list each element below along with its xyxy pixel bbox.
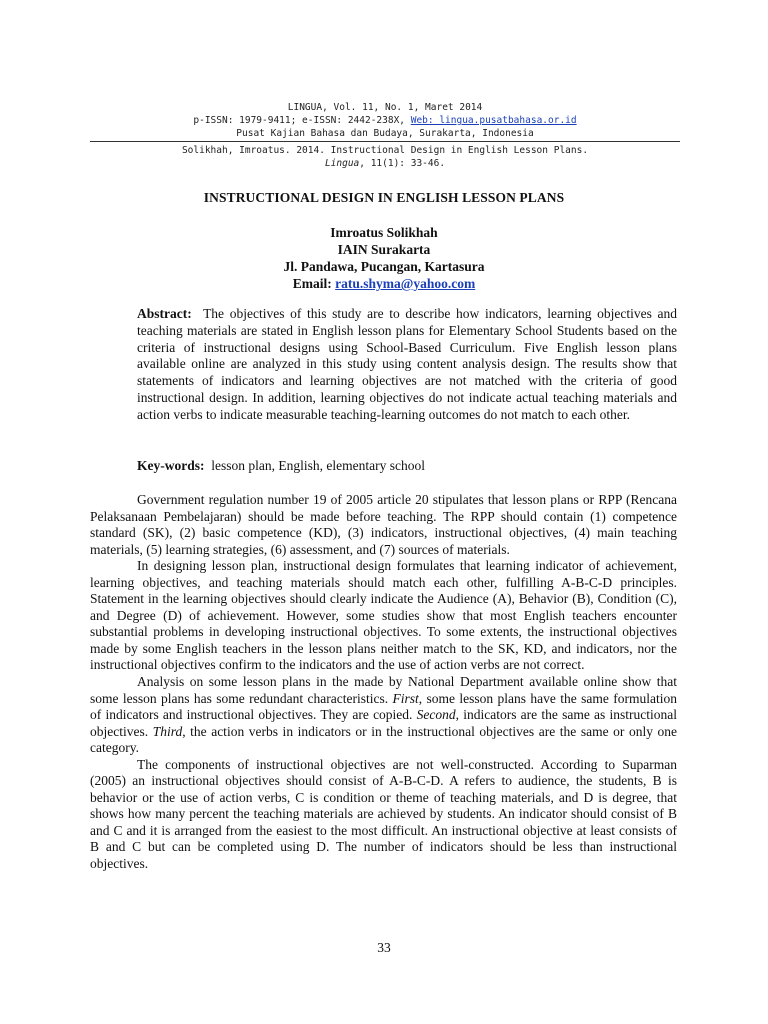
author-email-line: [0, 275, 768, 292]
page-number: 33: [377, 940, 391, 955]
issn-text: p-ISSN: 1979-9411; e-ISSN: 2442-238X,: [193, 115, 411, 126]
author-block: [0, 224, 768, 292]
email-label: Email:: [292, 276, 336, 291]
journal-web-link[interactable]: Web: lingua.pusatbahasa.or.id: [410, 115, 577, 126]
p3-segment-d: , the action verbs in indicators or in the instructional objectives are the same or only one category.: [90, 723, 677, 756]
p3-segment-a: Analysis on some lesson plans in the made by National Department available online show that some lesson plans has some redundant characteristics.: [90, 674, 677, 706]
keywords-label: Key-words:: [137, 458, 205, 473]
journal-issn: [90, 114, 680, 127]
paragraph-3: [90, 674, 677, 757]
journal-header: [90, 101, 680, 170]
abstract: [137, 306, 677, 424]
paragraph-1: Government regulation number 19 of 2005 article 20 stipulates that lesson plans or RPP (Rencana Pelaksanaan Pembelajaran) should be made before teaching. The RPP should contain (1) competence standard (SK), (2) basic competence (KD), (3) indicators, instructional objectives, (4) main teaching materials, (5) learning strategies, (6) assessment, and (7) sources of materials.: [90, 492, 677, 557]
citation-line: Solikhah, Imroatus. 2014. Instructional Design in English Lesson Plans.: [181, 145, 589, 156]
abstract-text: The objectives of this study are to describe how indicators, learning objectives and teaching materials are stated in English lesson plans for Elementary School Students based on the criteria of instructional designs using School-Based Curriculum. Five English lesson plans available online are analyzed in this study using content analysis design. The results show that statements of indicators and learning objectives are not matched with the criteria of good instructional design. In addition, learning objectives do not indicate actual teaching materials and action verbs to indicate measurable teaching-learning outcomes do not match to each other.: [137, 306, 677, 422]
p3-segment-b: , some lesson plans have the same formulation of indicators and instructional objectives. They are copied.: [90, 690, 677, 723]
author-institution: IAIN Surakarta: [337, 242, 431, 257]
paragraph-2: In designing lesson plan, instructional design formulates that learning indicator of achievement, learning objectives, and teaching materials should match each other, fulfilling A-B-C-D principles. Statement in the learning objectives should clearly indicate the Audience (A), Behavior (B), Condition (C), and Degree (D) of achievement. However, some studies show that most English teachers encounter substantial problems in developing instructional objectives. To some extents, the instructional objectives made by some English teachers in the lesson plans neither match to the SK, KD, and indicators, nor the instructional objectives confirm to the indicators and the use of action verbs are not correct.: [90, 558, 677, 673]
author-email-link[interactable]: ratu.shyma@yahoo.com: [335, 276, 476, 291]
author-address: Jl. Pandawa, Pucangan, Kartasura: [283, 259, 485, 274]
journal-volume: LINGUA, Vol. 11, No. 1, Maret 2014: [287, 102, 483, 113]
paragraph-4: The components of instructional objectives are not well-constructed. According to Suparman (2005) an instructional objectives should consist of A-B-C-D. A refers to audience, the students, B is behavior or the use of action verbs, C is condition or theme of teaching materials, and D is degree, that shows how many percent the teaching materials are achieved by students. An indicator should consist of B and C and it is arranged from the easiest to the most difficult. An instructional objective at least consists of B and C but can be completed using D. The number of indicators should be less than instructional objectives.: [90, 756, 677, 872]
journal-publisher: Pusat Kajian Bahasa dan Budaya, Surakarta, Indonesia: [236, 128, 534, 139]
keywords-text: lesson plan, English, elementary school: [211, 458, 425, 473]
citation-rest: , 11(1): 33-46.: [359, 158, 446, 169]
p3-third: Third: [152, 723, 183, 739]
citation-journal-line: [90, 157, 680, 170]
paper-title: INSTRUCTIONAL DESIGN IN ENGLISH LESSON PLANS: [203, 190, 565, 205]
abstract-label: Abstract:: [137, 306, 192, 321]
p3-first: First: [392, 690, 419, 706]
p3-second: Second: [416, 707, 456, 723]
p3-segment-c: , indicators are the same as instructional objectives.: [90, 707, 677, 739]
author-name: Imroatus Solikhah: [330, 225, 438, 240]
keywords: [137, 458, 677, 475]
citation-journal: Lingua: [324, 158, 360, 169]
header-rule: [90, 141, 680, 142]
body-text: [90, 492, 677, 873]
